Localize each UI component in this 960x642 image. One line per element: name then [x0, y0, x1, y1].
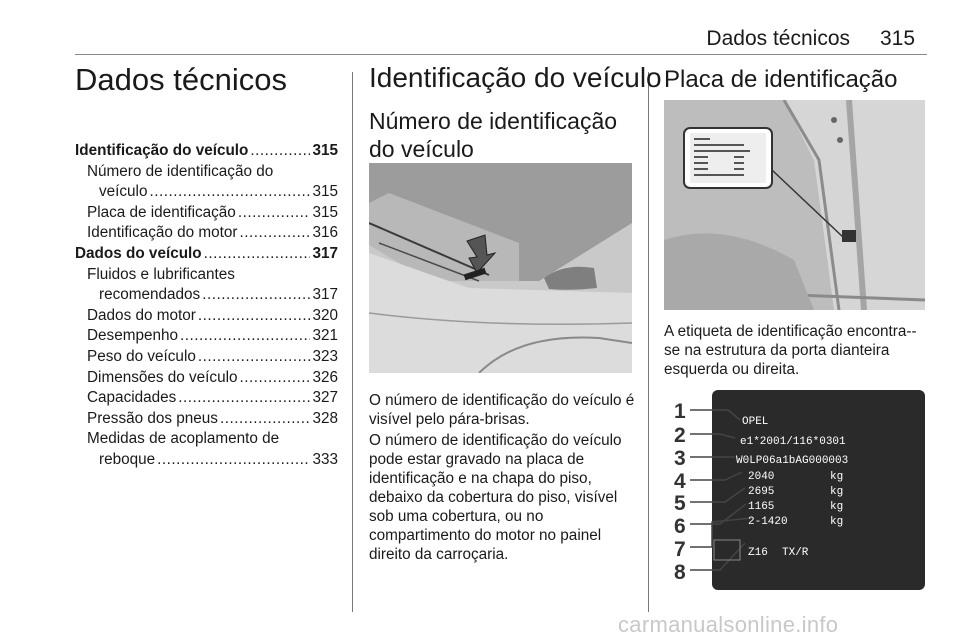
running-header-title: Dados técnicos [706, 27, 850, 50]
toc-leader-dots [240, 223, 310, 244]
toc-entry-page: 316 [312, 224, 338, 242]
toc-leader-dots [204, 244, 310, 265]
section-heading-plate: Placa de identificação [664, 66, 898, 93]
toc-entry[interactable] [75, 450, 338, 471]
plate-unit-1: kg [830, 471, 844, 483]
plate-weight-2: 2695 [748, 486, 775, 498]
plate-paragraph: A etiqueta de identificação encontra--se na estrutura da porta dianteira esquerda ou direita. [664, 323, 917, 378]
toc-entry-page: 317 [312, 286, 338, 304]
toc-entry[interactable] [75, 141, 338, 162]
toc-entry[interactable] [75, 347, 338, 368]
toc-entry-page: 328 [312, 409, 338, 427]
column-divider [352, 72, 353, 612]
toc-leader-dots [149, 182, 310, 203]
toc-entry[interactable] [75, 388, 338, 409]
plate-unit-2: kg [830, 486, 844, 498]
toc-leader-dots [238, 203, 310, 224]
toc-entry-text: Placa de identificação [87, 203, 236, 221]
toc-entry[interactable] [75, 182, 338, 203]
plate-line-2: e1*2001/116*0301 [740, 436, 846, 448]
toc-leader-dots [202, 285, 310, 306]
plate-weight-4: 2-1420 [748, 516, 788, 528]
watermark: carmanualsonline.info [618, 612, 839, 637]
toc-entry[interactable] [75, 429, 338, 450]
toc-entry-page: 320 [312, 306, 338, 324]
toc-entry-text: veículo [99, 183, 148, 201]
table-of-contents [75, 141, 338, 471]
label-number-3: 3 [674, 447, 686, 470]
section-heading: Identificação do veículo [369, 62, 662, 93]
label-number-8: 8 [674, 561, 686, 584]
toc-leader-dots [240, 368, 311, 389]
windshield-vin-figure [369, 163, 632, 373]
toc-entry[interactable] [75, 306, 338, 327]
column-divider [648, 72, 649, 612]
chapter-heading: Dados técnicos [75, 62, 287, 97]
toc-entry-text: recomendados [99, 286, 201, 304]
toc-entry[interactable] [75, 285, 338, 306]
toc-leader-dots [157, 450, 310, 471]
toc-entry-page: 315 [312, 203, 338, 221]
toc-entry-page: 321 [312, 327, 338, 345]
toc-entry-text: Peso do veículo [87, 347, 196, 365]
toc-leader-dots [198, 306, 310, 327]
label-number-4: 4 [674, 470, 686, 493]
toc-entry-text: Medidas de acoplamento de [87, 430, 280, 448]
page-number: 315 [880, 27, 916, 50]
toc-leader-dots [250, 141, 310, 162]
toc-entry[interactable] [75, 203, 338, 224]
toc-leader-dots [198, 347, 310, 368]
plate-unit-3: kg [830, 501, 844, 513]
label-number-6: 6 [674, 515, 686, 538]
toc-entry-text: Fluidos e lubrificantes [87, 265, 235, 283]
toc-entry[interactable] [75, 409, 338, 430]
toc-entry[interactable] [75, 162, 338, 183]
identification-label-figure [690, 390, 930, 600]
toc-entry-text: Dados do veículo [75, 244, 202, 262]
toc-entry-page: 327 [312, 389, 338, 407]
toc-entry[interactable] [75, 265, 338, 286]
label-number-7: 7 [674, 538, 686, 561]
toc-entry-text: Identificação do motor [87, 224, 238, 242]
toc-entry[interactable] [75, 244, 338, 265]
vin-paragraph-1: O número de identificação do veículo é visível pelo pára-brisas. [369, 392, 635, 428]
toc-leader-dots [178, 388, 310, 409]
toc-leader-dots [180, 326, 310, 347]
toc-entry-page: 317 [312, 244, 338, 262]
toc-entry-page: 315 [312, 183, 338, 201]
toc-entry-text: Pressão dos pneus [87, 409, 218, 427]
subsection-heading: Número de identificação do veículo [369, 108, 618, 162]
plate-line-1: OPEL [742, 416, 769, 428]
toc-entry-page: 315 [312, 142, 338, 159]
header-rule [75, 54, 927, 55]
label-number-1: 1 [674, 400, 686, 423]
toc-leader-dots [220, 409, 310, 430]
toc-entry-text: Número de identificação do [87, 162, 274, 180]
plate-weight-1: 2040 [748, 471, 775, 483]
toc-entry-text: Desempenho [87, 327, 178, 345]
plate-line-3: W0LP06a1bAG000003 [736, 455, 849, 467]
toc-entry[interactable] [75, 326, 338, 347]
toc-entry-text: Dados do motor [87, 306, 196, 324]
toc-entry-page: 326 [312, 368, 338, 386]
toc-entry-text: reboque [99, 450, 156, 468]
plate-weight-3: 1165 [748, 501, 775, 513]
toc-entry-text: Capacidades [87, 389, 177, 407]
toc-entry[interactable] [75, 368, 338, 389]
plate-unit-4: kg [830, 516, 844, 528]
toc-entry[interactable] [75, 223, 338, 244]
plate-bottom-code: Z16 [748, 547, 768, 559]
vin-paragraph-2: O número de identificação do veículo pode estar gravado na placa de identificação e na chapa do piso, debaixo da cobertura do piso, visível sob uma cobertura, ou no compartimento do motor no painel direito da carroçaria. [369, 432, 622, 563]
door-pillar-figure [664, 100, 925, 310]
toc-entry-text: Identificação do veículo [75, 142, 249, 159]
label-number-2: 2 [674, 424, 686, 447]
plate-bottom-code-2: TX/R [782, 547, 809, 559]
toc-entry-page: 323 [312, 347, 338, 365]
toc-entry-text: Dimensões do veículo [87, 368, 238, 386]
label-number-5: 5 [674, 492, 686, 515]
toc-entry-page: 333 [312, 450, 338, 468]
